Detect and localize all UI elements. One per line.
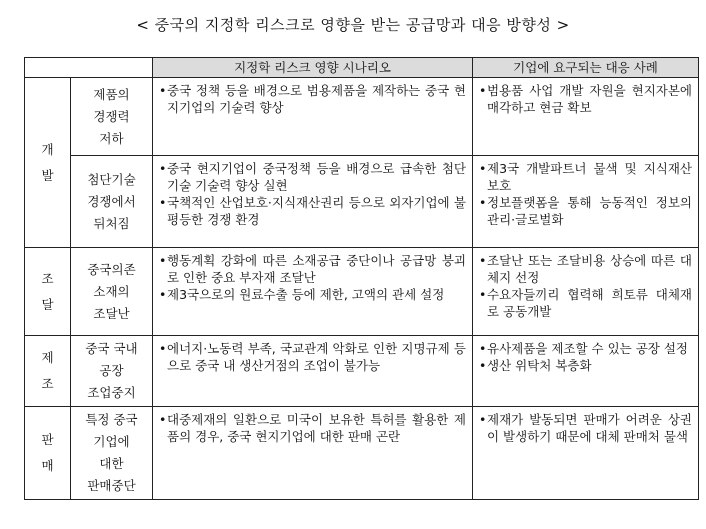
response-bullet [479, 160, 692, 194]
category-cell [25, 78, 71, 248]
table-row [25, 336, 699, 407]
response-cell [473, 248, 699, 336]
bullet-icon: • [159, 161, 167, 176]
table-row [25, 407, 699, 500]
response-bullet [479, 82, 692, 116]
bullet-icon: • [479, 195, 487, 210]
response-bullet [479, 411, 692, 445]
scenario-cell [153, 156, 473, 248]
scenario-bullet [159, 340, 466, 374]
risk-cell [71, 156, 153, 248]
response-text: 유사제품을 제조할 수 있는 공장 설정 [487, 341, 688, 356]
header-blank [25, 58, 153, 78]
page-title: < 중국의 지정학 리스크로 영향을 받는 공급망과 대응 방향성 > [136, 16, 570, 34]
bullet-icon: • [159, 83, 167, 98]
scenario-bullet [159, 252, 466, 286]
response-bullet [479, 357, 692, 374]
response-text: 범용품 사업 개발 자원을 현지자본에 매각하고 현금 확보 [487, 83, 692, 115]
category-cell [25, 248, 71, 336]
bullet-icon: • [479, 161, 487, 176]
supply-chain-table [24, 57, 699, 500]
risk-line: 경쟁력 [93, 108, 130, 124]
category-char: 매 [41, 458, 54, 473]
scenario-text: 국책적인 산업보호·지식재산권리 등으로 외자기업에 불평등한 경쟁 환경 [167, 195, 466, 227]
risk-line: 저하 [99, 130, 124, 146]
response-cell [473, 78, 699, 156]
scenario-cell [153, 248, 473, 336]
bullet-icon: • [159, 287, 167, 302]
response-bullet [479, 252, 692, 286]
category-char: 제 [41, 350, 54, 365]
bullet-icon: • [159, 412, 167, 427]
response-text: 생산 위탁처 복층화 [487, 358, 592, 373]
category-char: 달 [41, 296, 54, 312]
response-cell [473, 336, 699, 407]
category-cell [25, 407, 71, 500]
category-cell [25, 336, 71, 407]
risk-line: 조달난 [93, 305, 130, 321]
risk-line: 조업중지 [87, 385, 136, 400]
category-char: 판 [41, 432, 54, 447]
category-char: 개 [41, 141, 54, 157]
header-row [25, 58, 699, 78]
response-text: 제재가 발동되면 판매가 어려운 상권이 발생하기 때문에 대체 판매처 물색 [487, 412, 692, 444]
header-response: 기업에 요구되는 대응 사례 [473, 58, 699, 78]
risk-line: 소재의 [93, 283, 130, 299]
risk-line: 기업에 [93, 434, 130, 449]
response-bullet [479, 194, 692, 228]
response-bullet [479, 340, 692, 357]
risk-line: 대한 [99, 456, 124, 471]
risk-cell [71, 336, 153, 407]
category-char: 조 [41, 270, 54, 286]
bullet-icon: • [479, 83, 487, 98]
scenario-bullet [159, 194, 466, 228]
risk-cell [71, 248, 153, 336]
table-row [25, 78, 699, 156]
response-bullet [479, 286, 692, 320]
table-row [25, 248, 699, 336]
bullet-icon: • [479, 412, 487, 427]
scenario-bullet [159, 82, 466, 116]
bullet-icon: • [479, 253, 487, 268]
risk-line: 첨단기술 [87, 171, 136, 187]
bullet-icon: • [159, 253, 167, 268]
scenario-bullet [159, 160, 466, 194]
scenario-text: 행동계획 강화에 따른 소재공급 중단이나 공급망 붕괴로 인한 중요 부자재 조달난 [167, 253, 466, 285]
category-char: 발 [41, 167, 54, 183]
response-text: 제3국 개발파트너 물색 및 지식재산 보호 [487, 161, 692, 193]
scenario-text: 에너지·노동력 부족, 국교관계 악화로 인한 지명규제 등으로 중국 내 생산거점의 조업이 불가능 [167, 341, 466, 373]
bullet-icon: • [479, 341, 487, 356]
scenario-text: 제3국으로의 원료수출 등에 제한, 고액의 관세 설정 [167, 287, 445, 302]
response-text: 정보플랫폼을 통해 능동적인 정보의 관리·글로벌화 [487, 195, 692, 227]
scenario-bullet [159, 411, 466, 445]
risk-line: 판매중단 [87, 478, 136, 493]
scenario-bullet [159, 286, 466, 303]
scenario-cell [153, 336, 473, 407]
risk-line: 특정 중국 [85, 412, 138, 427]
scenario-text: 중국 현지기업이 중국정책 등을 배경으로 급속한 첨단기술 기술력 향상 실현 [167, 161, 466, 193]
response-text: 조달난 또는 조달비용 상승에 따른 대체지 선정 [487, 253, 692, 285]
scenario-cell [153, 78, 473, 156]
risk-line: 제품의 [93, 86, 130, 102]
scenario-text: 중국 정책 등을 배경으로 범용제품을 제작하는 중국 현지기업의 기술력 향상 [167, 83, 466, 115]
response-cell [473, 407, 699, 500]
bullet-icon: • [159, 341, 167, 356]
risk-line: 중국 국내 [85, 341, 138, 356]
table-row [25, 156, 699, 248]
response-cell [473, 156, 699, 248]
bullet-icon: • [479, 287, 487, 302]
scenario-cell [153, 407, 473, 500]
risk-cell [71, 407, 153, 500]
risk-line: 중국의존 [87, 261, 136, 277]
header-scenario: 지정학 리스크 영향 시나리오 [153, 58, 473, 78]
risk-line: 경쟁에서 [87, 193, 136, 209]
risk-line: 공장 [99, 363, 124, 378]
category-char: 조 [41, 376, 54, 391]
scenario-text: 대중제재의 일환으로 미국이 보유한 특허를 활용한 제품의 경우, 중국 현지기업에 대한 판매 곤란 [167, 412, 466, 444]
response-text: 수요자들끼리 협력해 희토류 대체재로 공동개발 [487, 287, 692, 319]
risk-line: 뒤처짐 [93, 215, 130, 231]
bullet-icon: • [159, 195, 167, 210]
risk-cell [71, 78, 153, 156]
bullet-icon: • [479, 358, 487, 373]
